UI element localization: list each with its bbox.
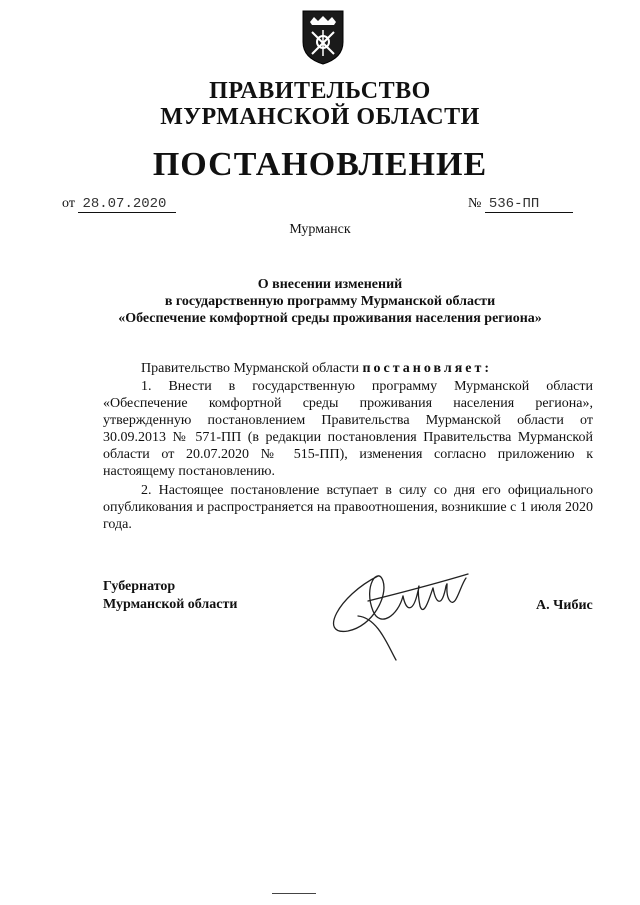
number-value: 536-ПП [485,196,573,213]
date-value: 28.07.2020 [78,196,176,213]
intro-lead: Правительство Мурманской области [141,361,359,376]
murmansk-coat-of-arms-icon [300,8,346,66]
org-name-line1: ПРАВИТЕЛЬСТВО [209,78,431,104]
document-subject [100,276,560,327]
position-line2: Мурманской области [103,597,238,612]
org-name-line2: МУРМАНСКОЙ ОБЛАСТИ [160,104,480,130]
document-date [62,196,176,213]
number-prefix: № [468,196,482,211]
position-line1: Губернатор [103,579,176,594]
city-name: Мурманск [289,222,351,237]
document-type-title: ПОСТАНОВЛЕНИЕ [152,146,488,183]
paragraph-1: 1. Внести в государственную программу Мурманской области «Обеспечение комфортной среды проживания населения региона», утвержденную постановлением Правительства Мурманской области от 30.09.2013 № 571-ПП (в редакции постановления Правительства Мурманской области от 20.07.2020 № 515-ПП), изменения согласно приложению к настоящему постановлению. [103,379,593,479]
subject-line3: «Обеспечение комфортной среды проживания населения региона» [118,311,542,326]
subject-line2: в государственную программу Мурманской области [164,294,496,309]
signatory-position [103,578,237,614]
paragraph-2: 2. Настоящее постановление вступает в силу со дня его официального опубликования и распространяется на правоотношения, возникшие с 1 июля 2020 года. [103,483,593,532]
handwritten-signature-icon [318,556,478,666]
signatory-name: А. Чибис [536,598,593,613]
intro-line [103,360,631,377]
intro-verb: постановляет: [362,361,493,376]
subject-line1: О внесении изменений [257,277,403,292]
date-prefix: от [62,196,75,211]
document-number [468,196,573,213]
footer-divider [272,893,316,894]
